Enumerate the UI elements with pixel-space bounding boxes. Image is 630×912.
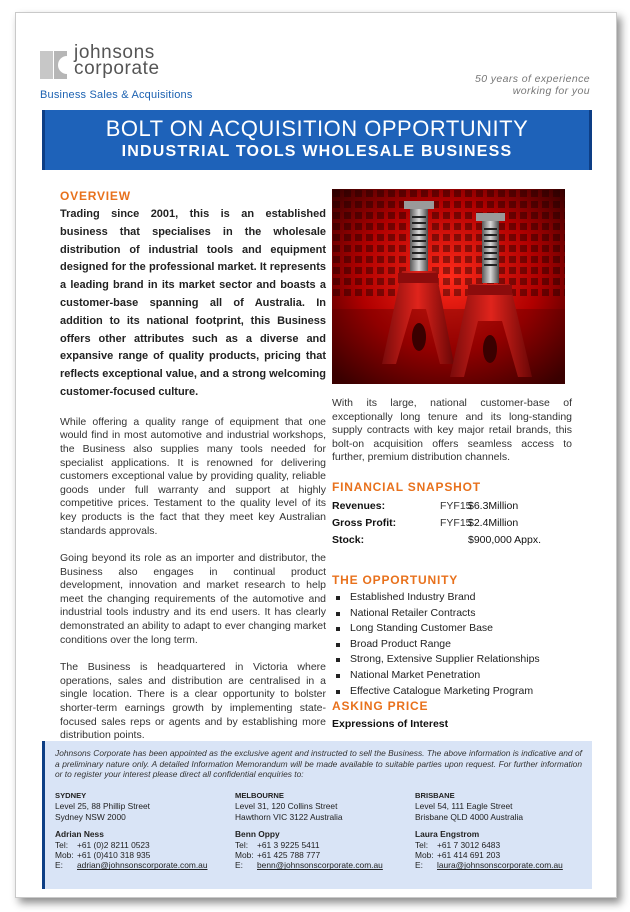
jack-stands-photo	[332, 189, 565, 384]
brand-subtitle: Business Sales & Acquisitions	[40, 89, 193, 101]
office-address: Level 31, 120 Collins Street	[235, 801, 338, 812]
opportunity-list	[332, 590, 572, 699]
mob-label: Mob:	[415, 850, 434, 861]
contact-mob	[235, 850, 415, 860]
brochure-page	[15, 12, 617, 898]
list-item: National Market Penetration	[332, 668, 572, 684]
mob-value: +61 414 691 203	[437, 850, 501, 861]
tagline	[475, 73, 590, 97]
contact-email	[415, 860, 595, 870]
email-link[interactable]: benn@johnsonscorporate.com.au	[257, 860, 383, 871]
tel-value: +61 3 9225 5411	[257, 839, 320, 850]
tel-value: +61 7 3012 6483	[437, 839, 501, 850]
list-item: Effective Catalogue Marketing Program	[332, 684, 572, 700]
banner-subtitle: INDUSTRIAL TOOLS WHOLESALE BUSINESS	[121, 143, 513, 160]
list-item: Long Standing Customer Base	[332, 621, 572, 637]
office-address: Brisbane QLD 4000 Australia	[415, 811, 524, 822]
right-paragraph: With its large, national customer-base of exceptionally long tenure and its long-standing supply contracts with key major retail brands, this bolt-on acquisition offers seamless access to further, premium distribution channels.	[332, 397, 572, 464]
financial-period: FYF15	[440, 517, 472, 529]
office-city: BRISBANE	[415, 791, 455, 800]
overview-paragraph-2: Going beyond its role as an importer and distributor, the Business also engages in continual product development, innovation and market research to help meet the changing requirements of the automotive and industrial tools industry and its end users. It has clearly demonstrated an ability to adapt to ever changing market conditions over the long term.	[60, 552, 326, 646]
asking-value: Expressions of Interest	[332, 718, 449, 730]
contact-mob	[55, 850, 235, 860]
office-address: Level 54, 111 Eagle Street	[415, 801, 513, 812]
contact-email	[55, 860, 235, 870]
financial-period	[440, 532, 468, 549]
contact-mob	[415, 850, 595, 860]
banner-title: BOLT ON ACQUISITION OPPORTUNITY	[105, 116, 529, 141]
contact-name: Adrian Ness	[55, 829, 104, 840]
contact-footer	[42, 741, 592, 889]
mob-value: +61 425 788 777	[257, 850, 321, 861]
financial-value: $2.4Million	[468, 517, 519, 529]
asking-heading: ASKING PRICE	[332, 699, 429, 713]
contact-name: Benn Oppy	[235, 829, 280, 840]
brand-name	[74, 42, 244, 79]
brand-line-1: johnsons	[74, 42, 155, 63]
financial-snapshot	[332, 480, 572, 549]
asking-price-section	[332, 699, 572, 730]
tel-label: Tel:	[55, 839, 69, 850]
financial-value: $900,000 Appx.	[468, 534, 541, 546]
office-city: SYDNEY	[55, 791, 87, 800]
contact-name: Laura Engstrom	[415, 829, 480, 840]
office-address: Sydney NSW 2000	[55, 811, 126, 822]
office-city: MELBOURNE	[235, 791, 284, 800]
financial-row	[332, 498, 572, 515]
opportunity-section	[332, 573, 572, 699]
tagline-line-1: 50 years of experience	[474, 73, 590, 85]
contact-tel	[235, 840, 415, 850]
tagline-line-2: working for you	[512, 85, 590, 97]
financial-label: Stock:	[332, 534, 365, 546]
tel-label: Tel:	[415, 839, 429, 850]
financial-period: FYF15	[440, 500, 472, 512]
list-item: Broad Product Range	[332, 637, 572, 653]
office-sydney	[55, 791, 235, 871]
tel-value: +61 (0)2 8211 0523	[77, 839, 150, 850]
title-banner	[42, 110, 592, 170]
email-label: E:	[415, 860, 423, 871]
overview-paragraph-3: The Business is headquartered in Victoria where operations, sales and distribution are centralised in a single location. There is a clear opportunity to bolster shorter-term earnings growth by implementing state-focused sales reps or agents and by establishing more distribution points.	[60, 661, 326, 742]
overview-lead: Trading since 2001, this is an established business that specialises in the wholesale distribution of industrial tools and equipment designed for the professional market. It represents a leading brand in its market sector and boasts a customer-base spanning all of Australia. In addition to its national footprint, this Business offers other attributes such as a diverse and expansive range of quality products, pricing that reflects exceptional value, and a strong welcoming customer-focused culture.	[60, 208, 326, 398]
contact-tel	[415, 840, 595, 850]
office-address: Hawthorn VIC 3122 Australia	[235, 811, 343, 822]
opportunity-heading: THE OPPORTUNITY	[332, 573, 459, 587]
email-label: E:	[235, 860, 243, 871]
disclaimer: Johnsons Corporate has been appointed as the exclusive agent and instructed to sell the Business. The above information is indicative and of a preliminary nature only. A detailed Information Memorandum will be made available to suitable parties upon request. For further information or to register your interest please direct all confidential enquiries to:	[55, 748, 582, 779]
financial-label: Revenues:	[332, 500, 386, 512]
financial-row	[332, 532, 572, 549]
financial-row	[332, 515, 572, 532]
list-item: Strong, Extensive Supplier Relationships	[332, 652, 572, 668]
brand-line-2: corporate	[74, 58, 160, 79]
list-item: National Retailer Contracts	[332, 606, 572, 622]
overview-column	[60, 189, 326, 743]
office-brisbane	[415, 791, 595, 871]
email-label: E:	[55, 860, 63, 871]
overview-paragraph-1: While offering a quality range of equipment that one would find in most automotive and industrial workshops, the Business also supplies many tools needed for specialist applications. It is renowned for delivering customers exceptional value by providing quality, reliable goods under full warranty and support at highly competitive prices. Testament to the quality level of its key products is the fact that they meet key Australian standards approvals.	[60, 415, 326, 537]
contact-email	[235, 860, 415, 870]
list-item: Established Industry Brand	[332, 590, 572, 606]
financial-heading: FINANCIAL SNAPSHOT	[332, 480, 481, 494]
overview-heading: OVERVIEW	[60, 189, 131, 203]
financial-value: $6.3Million	[468, 500, 519, 512]
financial-label: Gross Profit:	[332, 517, 397, 529]
tel-label: Tel:	[235, 839, 249, 850]
office-melbourne	[235, 791, 415, 871]
email-link[interactable]: adrian@johnsonscorporate.com.au	[77, 860, 208, 871]
mob-label: Mob:	[235, 850, 254, 861]
jack-stands-illustration	[332, 189, 565, 384]
mob-value: +61 (0)410 318 935	[77, 850, 151, 861]
jc-logo-icon	[40, 49, 70, 81]
office-address: Level 25, 88 Phillip Street	[55, 801, 150, 812]
email-link[interactable]: laura@johnsonscorporate.com.au	[437, 860, 563, 871]
mob-label: Mob:	[55, 850, 74, 861]
contact-tel	[55, 840, 235, 850]
